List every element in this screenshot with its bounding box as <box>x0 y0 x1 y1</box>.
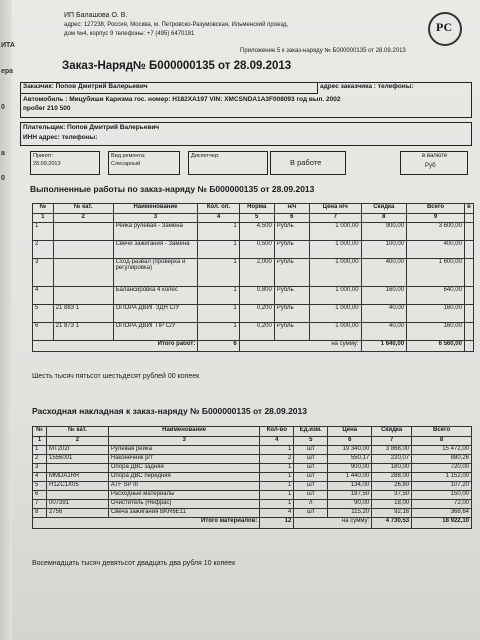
table-row <box>33 305 474 323</box>
cell-total: 160,00 <box>407 323 465 341</box>
accepted-date: 28.09.2013 <box>33 161 61 167</box>
table-row <box>33 509 472 518</box>
edge-text: ИТА <box>1 42 15 49</box>
cell-name: Опора ДВС задняя <box>108 464 260 473</box>
cell-price: 1 000,00 <box>309 259 361 287</box>
accepted-label: Принят: <box>33 153 54 159</box>
index-cell <box>464 214 473 223</box>
cell-no: 6 <box>33 323 54 341</box>
payer-name: Плательщик: Попов Дмитрий Валерьевич <box>23 124 160 131</box>
cell-no: 6 <box>33 491 47 500</box>
cell-qty: 1 <box>260 446 294 455</box>
cell-norm: 2,000 <box>239 259 274 287</box>
col-header: н/ч <box>274 204 309 214</box>
col-header: Кол. оп. <box>198 204 239 214</box>
edge-text: 0 <box>1 104 5 111</box>
cell-catalog: 2756 <box>46 509 108 518</box>
org-name: ИП Балашова О. В. <box>64 12 128 19</box>
cell-extra <box>464 305 473 323</box>
cell-total: 1 152,00 <box>412 473 472 482</box>
cell-discount: 288,00 <box>372 473 412 482</box>
cell-unit: шт <box>294 464 328 473</box>
cell-total: 880,26 <box>412 455 472 464</box>
cell-price: 1 440,00 <box>328 473 372 482</box>
col-header: № <box>33 204 54 214</box>
edge-text: 0 <box>1 175 5 182</box>
cell-qty: 4 <box>260 509 294 518</box>
payer-details: ИНН адрес: телефоны: <box>23 134 98 141</box>
cell-catalog <box>46 464 108 473</box>
cell-name: Наконечник р/т <box>108 455 260 464</box>
edge-text: а <box>1 150 5 157</box>
col-header: Ед.изм. <box>294 427 328 437</box>
col-header: № кат. <box>53 204 113 214</box>
cell-norm: 0,200 <box>239 323 274 341</box>
repair-type-label: Вид ремонта: <box>111 153 146 159</box>
cell-discount: 100,00 <box>361 241 406 259</box>
cell-unit: Рубль <box>274 241 309 259</box>
table-row <box>33 500 472 509</box>
materials-sum-in-words: Восемнадцать тысяч девятьсот двадцать два рубля 10 копеек <box>32 560 236 567</box>
table-row <box>33 473 472 482</box>
cell-name: ОПОРА ДВИГ ЗДН С/У <box>113 305 198 323</box>
cell-unit: шт <box>294 446 328 455</box>
cell-extra <box>464 323 473 341</box>
cell-unit: шт <box>294 509 328 518</box>
table-row <box>33 323 474 341</box>
cell-price: 550,17 <box>328 455 372 464</box>
materials-total-sum: 18 922,10 <box>412 518 472 529</box>
works-header-row <box>33 204 474 214</box>
cell-catalog <box>53 241 113 259</box>
works-total-sum: 6 560,00 <box>407 341 465 352</box>
col-header: в <box>464 204 473 214</box>
index-cell: 2 <box>53 214 113 223</box>
cell-catalog: MMDA1RR <box>46 473 108 482</box>
cell-discount: 160,00 <box>361 287 406 305</box>
cell-total: 150,00 <box>412 491 472 500</box>
index-cell: 1 <box>33 437 47 446</box>
table-row <box>33 446 472 455</box>
index-cell: 5 <box>239 214 274 223</box>
cell-total: 640,00 <box>407 287 465 305</box>
cell-extra <box>464 223 473 241</box>
index-cell: 7 <box>372 437 412 446</box>
cell-unit: Рубль <box>274 223 309 241</box>
index-cell: 7 <box>309 214 361 223</box>
col-header: Наименование <box>113 204 198 214</box>
index-cell: 3 <box>113 214 198 223</box>
cell-price: 1 000,00 <box>309 287 361 305</box>
materials-sum-label: на сумму: <box>294 518 372 529</box>
currency-value: Руб <box>425 163 436 169</box>
cell-price: 900,00 <box>328 464 372 473</box>
table-row <box>33 464 472 473</box>
cell-unit: шт <box>294 473 328 482</box>
cell-qty: 1 <box>198 287 239 305</box>
cell-name: Свечи зажигания - Замена <box>113 241 198 259</box>
cell-catalog <box>53 223 113 241</box>
col-header: № кат. <box>46 427 108 437</box>
works-sum-label: на сумму: <box>239 341 361 352</box>
cell-catalog: 007391 <box>46 500 108 509</box>
index-cell: 3 <box>108 437 260 446</box>
col-header: Норма <box>239 204 274 214</box>
customer-name: Заказчик: Попов Дмитрий Валерьевич <box>23 83 148 90</box>
cell-unit: Рубль <box>274 259 309 287</box>
cell-name: Очиститель (Нефрас) <box>108 500 260 509</box>
cell-no: 7 <box>33 500 47 509</box>
index-cell: 4 <box>260 437 294 446</box>
cell-name: Балансировка 4 колес <box>113 287 198 305</box>
customer-address: адрес заказчика : телефоны: <box>320 83 414 90</box>
dispatcher-label: Диспетчер: <box>191 153 220 159</box>
works-total-row <box>33 341 474 352</box>
cell-discount: 220,07 <box>372 455 412 464</box>
materials-total-label: Итого материалов: <box>33 518 260 529</box>
materials-total-row <box>33 518 472 529</box>
index-cell: 6 <box>328 437 372 446</box>
cell-qty: 2 <box>260 455 294 464</box>
materials-header-row <box>33 427 472 437</box>
logo-text: РС <box>436 20 453 34</box>
col-header: № <box>33 427 47 437</box>
cell-total: 72,00 <box>412 500 472 509</box>
cell-name: Рейка рулевая - Замена <box>113 223 198 241</box>
cell-discount: 3 868,00 <box>372 446 412 455</box>
index-cell: 8 <box>361 214 406 223</box>
cell-unit: шт <box>294 455 328 464</box>
cell-extra <box>464 241 473 259</box>
cell-no: 1 <box>33 223 54 241</box>
cell-norm: 0,500 <box>239 241 274 259</box>
works-index-row <box>33 214 474 223</box>
cell-total: 720,00 <box>412 464 472 473</box>
works-total-label: Итого работ: <box>33 341 198 352</box>
cell-price: 90,00 <box>328 500 372 509</box>
col-header: Всего <box>407 204 465 214</box>
order-status: В работе <box>290 158 322 167</box>
org-address-2: дом №4, корпус 9 телефоны: +7 (495) 6470181 <box>64 31 195 37</box>
materials-table <box>32 426 472 529</box>
materials-index-row <box>33 437 472 446</box>
cell-qty: 1 <box>198 241 239 259</box>
cell-price: 19 340,00 <box>328 446 372 455</box>
cell-price: 1 000,00 <box>309 223 361 241</box>
cell-qty: 1 <box>198 259 239 287</box>
cell-price: 1 000,00 <box>309 305 361 323</box>
cell-total: 3 600,00 <box>407 223 465 241</box>
neighbor-page-edge <box>0 0 15 640</box>
cell-price: 134,00 <box>328 482 372 491</box>
index-cell: 1 <box>33 214 54 223</box>
cell-no: 3 <box>33 464 47 473</box>
currency-label: в валюте <box>422 153 448 159</box>
cell-total: 400,00 <box>407 241 465 259</box>
cell-discount: 40,00 <box>361 323 406 341</box>
cell-qty: 1 <box>260 482 294 491</box>
cell-no: 4 <box>33 287 54 305</box>
cell-discount: 37,50 <box>372 491 412 500</box>
cell-no: 2 <box>33 241 54 259</box>
cell-no: 5 <box>33 305 54 323</box>
cell-unit: шт <box>294 491 328 500</box>
vehicle-info: Автомобиль : Мицубиши Каризма гос. номер: Н182ХА197 VIN: XMCSNDA1A3F008093 год вып. 2002 <box>23 96 341 103</box>
cell-discount: 18,00 <box>372 500 412 509</box>
cell-name: Сход-развал (проверка и регулировка) <box>113 259 198 287</box>
cell-extra <box>464 287 473 305</box>
cell-catalog: H1ZC1X05 <box>46 482 108 491</box>
cell-total: 160,00 <box>407 305 465 323</box>
works-sum-in-words: Шесть тысяч пятьсот шестьдесят рублей 00 копеек <box>32 373 200 380</box>
cell-no: 5 <box>33 482 47 491</box>
index-cell: 4 <box>198 214 239 223</box>
cell-qty: 1 <box>260 473 294 482</box>
cell-total: 107,20 <box>412 482 472 491</box>
table-row <box>33 455 472 464</box>
cell-discount: 180,00 <box>372 464 412 473</box>
table-row <box>33 223 474 241</box>
cell-catalog <box>53 287 113 305</box>
cell-discount: 92,16 <box>372 509 412 518</box>
cell-catalog: 21 883 1 <box>53 305 113 323</box>
works-table <box>32 203 474 352</box>
index-cell: 8 <box>412 437 472 446</box>
cell-discount: 900,00 <box>361 223 406 241</box>
index-cell: 2 <box>46 437 108 446</box>
cell-unit: л <box>294 500 328 509</box>
vehicle-mileage: пробег 210 500 <box>23 105 71 112</box>
cell-no: 1 <box>33 446 47 455</box>
cell-extra <box>464 259 473 287</box>
cell-qty: 1 <box>260 464 294 473</box>
cell-name: ОПОРА ДВИГ ПР С/У <box>113 323 198 341</box>
table-row <box>33 482 472 491</box>
cell-unit: Рубль <box>274 287 309 305</box>
materials-title: Расходная накладная к заказ-наряду № Б000000135 от 28.09.2013 <box>32 406 307 416</box>
col-header: Цена <box>328 427 372 437</box>
cell-no: 4 <box>33 473 47 482</box>
cell-catalog: 21 873 1 <box>53 323 113 341</box>
index-cell: 6 <box>274 214 309 223</box>
cell-extra <box>464 341 473 352</box>
cell-qty: 1 <box>198 323 239 341</box>
cell-price: 187,50 <box>328 491 372 500</box>
cell-name: Опора ДВС передняя <box>108 473 260 482</box>
cell-catalog: 1556001 <box>46 455 108 464</box>
cell-qty: 1 <box>198 305 239 323</box>
materials-total-count: 12 <box>260 518 294 529</box>
cell-price: 115,20 <box>328 509 372 518</box>
cell-discount: 40,00 <box>361 305 406 323</box>
table-row <box>33 287 474 305</box>
col-header: Скидка <box>372 427 412 437</box>
index-cell: 9 <box>407 214 465 223</box>
cell-no: 3 <box>33 259 54 287</box>
cell-catalog <box>46 491 108 500</box>
cell-qty: 1 <box>198 223 239 241</box>
cell-discount: 400,00 <box>361 259 406 287</box>
cell-discount: 26,80 <box>372 482 412 491</box>
cell-name: Рулевая рейка <box>108 446 260 455</box>
works-total-discount: 1 640,00 <box>361 341 406 352</box>
cell-catalog <box>53 259 113 287</box>
cell-unit: Рубль <box>274 323 309 341</box>
cell-no: 8 <box>33 509 47 518</box>
col-header: Цена н/ч <box>309 204 361 214</box>
page-title: Заказ-Наряд№ Б000000135 от 28.09.2013 <box>62 60 292 72</box>
cell-catalog: MT202r <box>46 446 108 455</box>
cell-price: 1 000,00 <box>309 323 361 341</box>
table-row <box>33 259 474 287</box>
cell-total: 15 472,00 <box>412 446 472 455</box>
col-header: Кол-во <box>260 427 294 437</box>
appendix-note: Приложение 5 к заказ-наряду № Б000000135 от 28.09.2013 <box>240 48 406 54</box>
certification-logo <box>428 12 462 46</box>
edge-text: ера <box>1 68 14 75</box>
cell-norm: 0,200 <box>239 305 274 323</box>
cell-norm: 0,800 <box>239 287 274 305</box>
repair-type-value: Слесарный <box>111 161 141 167</box>
cell-total: 1 600,00 <box>407 259 465 287</box>
table-row <box>33 241 474 259</box>
cell-unit: шт <box>294 482 328 491</box>
cell-name: Расходные материалы <box>108 491 260 500</box>
works-title: Выполненные работы по заказ-наряду № Б000000135 от 28.09.2013 <box>30 184 315 194</box>
table-row <box>33 491 472 500</box>
cell-qty: 1 <box>260 500 294 509</box>
cell-qty: 1 <box>260 491 294 500</box>
materials-total-discount: 4 730,53 <box>372 518 412 529</box>
cell-unit: Рубль <box>274 305 309 323</box>
cell-total: 368,64 <box>412 509 472 518</box>
cell-price: 1 000,00 <box>309 241 361 259</box>
index-cell: 5 <box>294 437 328 446</box>
cell-norm: 4,500 <box>239 223 274 241</box>
col-header: Скидка <box>361 204 406 214</box>
col-header: Всего <box>412 427 472 437</box>
org-address: адрес: 127238, Россия, Москва, м. Петровско-Разумовская, Ильменский проезд, <box>64 22 289 28</box>
cell-no: 2 <box>33 455 47 464</box>
cell-name: Свеча зажигания BKR6E11 <box>108 509 260 518</box>
col-header: Наименование <box>108 427 260 437</box>
cell-name: ATF SP III <box>108 482 260 491</box>
works-total-count: 6 <box>198 341 239 352</box>
